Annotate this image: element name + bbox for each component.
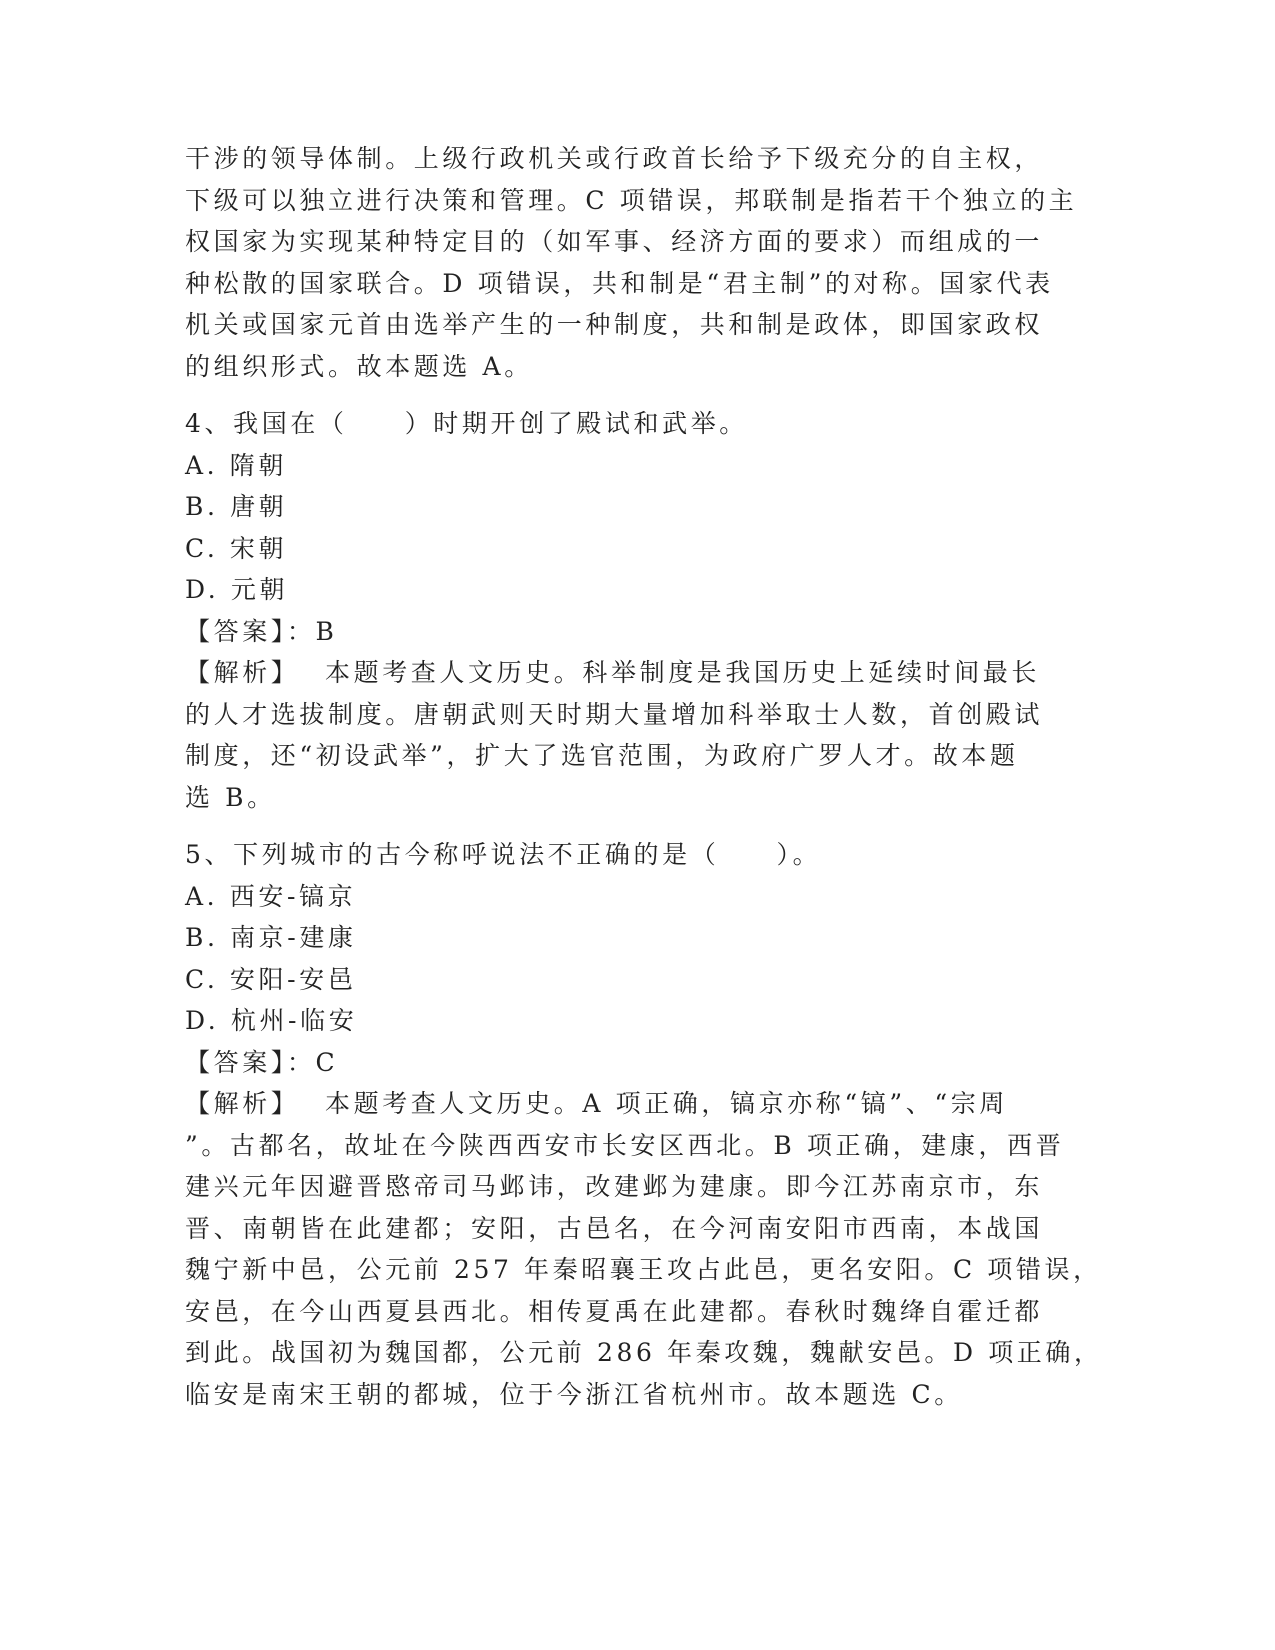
- paragraph-line: 权国家为实现某种特定目的（如军事、经济方面的要求）而组成的一: [185, 227, 1044, 256]
- question-4: [185, 403, 1045, 818]
- analysis-label: 【解析】: [185, 658, 300, 687]
- option-c: C. 安阳-安邑: [185, 964, 357, 994]
- paragraph-line: 种松散的国家联合。D 项错误，共和制是“君主制”的对称。国家代表: [185, 268, 1054, 298]
- option-b: B. 唐朝: [185, 492, 288, 521]
- analysis-line: 安邑，在今山西夏县西北。相传夏禹在此建都。春秋时魏绛自霍迁都: [185, 1296, 1044, 1326]
- document-page: [185, 138, 1103, 1415]
- analysis-line: [185, 652, 1045, 694]
- analysis-text: 本题考查人文历史。A 项正确，镐京亦称“镐”、“宗周: [325, 1089, 1008, 1118]
- option-a: A. 西安-镐京: [185, 881, 357, 911]
- paragraph-line: 干涉的领导体制。上级行政机关或行政首长给予下级充分的自主权，: [185, 144, 1044, 173]
- paragraph-line: 机关或国家元首由选举产生的一种制度，共和制是政体，即国家政权: [185, 310, 1044, 339]
- question-stem: 4、我国在（ ）时期开创了殿试和武举。: [185, 409, 748, 438]
- question-5: [185, 834, 1103, 1415]
- analysis-line: 魏宁新中邑，公元前 257 年秦昭襄王攻占此邑，更名安阳。C 项错误，: [185, 1255, 1102, 1284]
- analysis-line: [185, 1083, 1045, 1125]
- analysis-line: 到此。战国初为魏国都，公元前 286 年秦攻魏，魏献安邑。D 项正确，: [185, 1338, 1103, 1367]
- analysis-line: 选 B。: [185, 782, 276, 812]
- question-stem: 5、下列城市的古今称呼说法不正确的是（ ）。: [185, 840, 822, 869]
- analysis-line: ”。古都名，故址在今陕西西安市长安区西北。B 项正确，建康，西晋: [185, 1130, 1065, 1160]
- option-c: C. 宋朝: [185, 533, 288, 563]
- analysis-line: 的人才选拔制度。唐朝武则天时期大量增加科举取士人数，首创殿试: [185, 699, 1044, 729]
- analysis-line: 建兴元年因避晋愍帝司马邺讳，改建邺为建康。即今江苏南京市，东: [185, 1172, 1044, 1201]
- analysis-label: 【解析】: [185, 1089, 300, 1118]
- option-d: D. 元朝: [185, 575, 289, 604]
- analysis-line: 临安是南宋王朝的都城，位于今浙江省杭州市。故本题选 C。: [185, 1379, 963, 1409]
- option-d: D. 杭州-临安: [185, 1006, 358, 1035]
- analysis-text: 本题考查人文历史。科举制度是我国历史上延续时间最长: [325, 658, 1041, 687]
- option-b: B. 南京-建康: [185, 923, 357, 952]
- intro-paragraph: [185, 138, 1078, 387]
- analysis-line: 制度，还“初设武举”，扩大了选官范围，为政府广罗人才。故本题: [185, 741, 1019, 770]
- option-a: A. 隋朝: [185, 450, 287, 480]
- answer-line: 【答案】：C: [185, 1047, 339, 1077]
- analysis-line: 晋、南朝皆在此建都；安阳，古邑名，在今河南安阳市西南，本战国: [185, 1213, 1044, 1243]
- answer-line: 【答案】：B: [185, 616, 338, 646]
- paragraph-line: 下级可以独立进行决策和管理。C 项错误，邦联制是指若干个独立的主: [185, 185, 1078, 215]
- paragraph-line: 的组织形式。故本题选 A。: [185, 351, 533, 381]
